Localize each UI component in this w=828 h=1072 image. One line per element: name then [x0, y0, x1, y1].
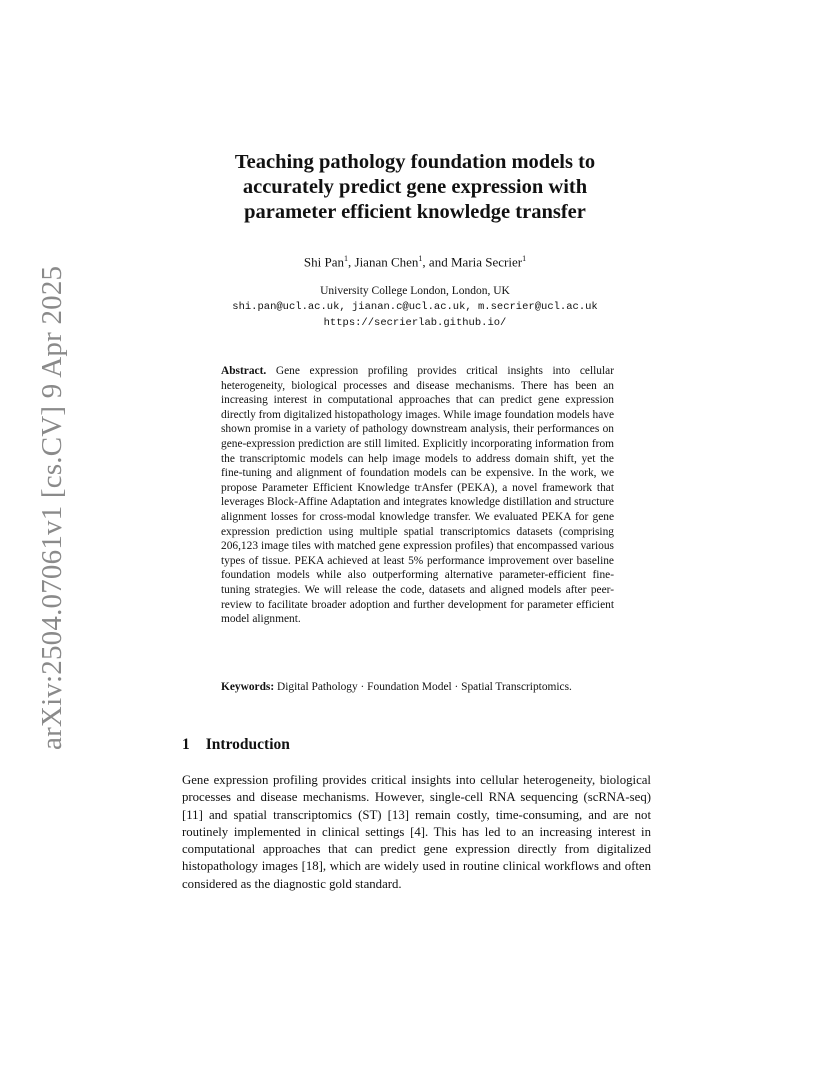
- abstract: [221, 364, 614, 627]
- author-name: Maria Secrier: [450, 254, 523, 270]
- keywords-text: Digital Pathology · Foundation Model · Spatial Transcriptomics.: [277, 681, 572, 693]
- title-line: accurately predict gene expression with: [242, 176, 588, 198]
- section-number: 1: [182, 736, 190, 753]
- author-name: Jianan Chen: [354, 254, 419, 270]
- section-heading: [182, 736, 290, 754]
- affiliation-block: [160, 283, 670, 331]
- introduction-paragraph: Gene expression profiling provides critical insights into cellular heterogeneity, biological processes and disease mechanisms. However, single-cell RNA sequencing (scRNA-seq) [11] and spatial transcriptomics (ST) [13] remain costly, time-consuming, and are not routinely implemented in clinical settings [4]. This has led to an increasing interest in computational approaches that can predict gene expression directly from digitalized histopathology images [18], which are widely used in routine clinical workflows and often considered as the diagnostic gold standard.: [182, 773, 651, 891]
- title-line: Teaching pathology foundation models to: [234, 151, 596, 173]
- lab-website-link[interactable]: https://secrierlab.github.io/: [323, 317, 507, 329]
- section-title: Introduction: [205, 736, 290, 753]
- author-separator: ,: [348, 254, 355, 270]
- paper-title: [160, 150, 670, 225]
- title-line: parameter efficient knowledge transfer: [244, 201, 586, 223]
- arxiv-identifier-stamp: arXiv:2504.07061v1 [cs.CV] 9 Apr 2025: [36, 265, 68, 750]
- author-affiliation-mark: 1: [522, 254, 527, 263]
- author-emails[interactable]: shi.pan@ucl.ac.uk, jianan.c@ucl.ac.uk, m.secrier@ucl.ac.uk: [232, 301, 598, 313]
- author-affiliation-mark: 1: [344, 254, 349, 263]
- author-affiliation-mark: 1: [418, 254, 423, 263]
- keywords: [221, 680, 614, 695]
- abstract-text: Gene expression profiling provides critical insights into cellular heterogeneity, biological processes and disease mechanisms. There has been an increasing interest in computational approaches that can predict gene expression directly from digitalized histopathology images. While image foundation models have shown promise in a variety of pathology downstream analysis, their performances on gene-expression prediction are still limited. Explicitly incorporating information from the transcriptomic models can help image models to address domain shift, yet the fine-tuning and alignment of foundation models can be expensive. In the work, we propose Parameter Efficient Knowledge trAnsfer (PEKA), a novel framework that leverages Block-Affine Adaptation and integrates knowledge distillation and structure alignment losses for cross-modal knowledge transfer. We evaluated PEKA for gene expression prediction using multiple spatial transcriptomics datasets (comprising 206,123 image tiles with matched gene expression profiles) that encompassed various types of tissue. PEKA achieved at least 5% performance improvement over baseline foundation models while also outperforming alternative parameter-efficient fine-tuning strategies. We will release the code, datasets and aligned models after peer-review to facilitate broader adoption and further development for parameter efficient model alignment.: [221, 365, 614, 626]
- affiliation: University College London, London, UK: [320, 285, 510, 297]
- author-separator: , and: [422, 254, 451, 270]
- author-name: Shi Pan: [303, 254, 345, 270]
- keywords-label: Keywords:: [221, 681, 275, 693]
- abstract-label: Abstract.: [221, 365, 267, 377]
- author-list: [160, 254, 670, 270]
